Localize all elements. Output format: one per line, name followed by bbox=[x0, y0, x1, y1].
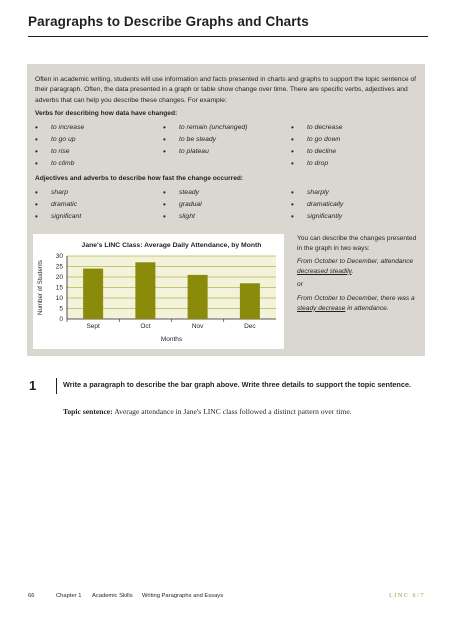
bullet: • bbox=[163, 188, 166, 197]
bar bbox=[83, 269, 103, 319]
y-axis-label: Number of Students bbox=[37, 259, 44, 316]
bullet: • bbox=[163, 212, 166, 221]
bullet: • bbox=[291, 159, 294, 168]
bar bbox=[240, 283, 260, 319]
topic-text: Average attendance in Jane's LINC class followed a distinct pattern over time. bbox=[112, 407, 352, 416]
bullet: • bbox=[35, 200, 38, 209]
y-tick-label: 30 bbox=[55, 253, 63, 261]
verb-word: to decline bbox=[307, 148, 337, 155]
bullet: • bbox=[163, 147, 166, 156]
chart-box bbox=[33, 234, 284, 349]
bullet: • bbox=[291, 147, 294, 156]
footer-brand: LINC 6/7 bbox=[389, 593, 425, 599]
adjective-word: sharply bbox=[307, 189, 329, 196]
example-one bbox=[297, 257, 421, 276]
example-two-end: in attendance. bbox=[345, 304, 389, 312]
verb-word: to be steady bbox=[179, 136, 217, 143]
y-tick-label: 0 bbox=[59, 316, 63, 324]
bullet: • bbox=[291, 123, 294, 132]
y-tick-label: 25 bbox=[55, 263, 63, 271]
verb-word: to drop bbox=[307, 160, 329, 167]
adjective-word: significantly bbox=[307, 213, 343, 220]
exercise-number: 1 bbox=[29, 378, 37, 393]
footer-subsection: Writing Paragraphs and Essays bbox=[142, 593, 224, 599]
adjectives-heading: Adjectives and adverbs to describe how fast the change occurred: bbox=[35, 175, 244, 182]
x-tick-label: Dec bbox=[244, 323, 256, 330]
footer-page-number: 66 bbox=[28, 593, 35, 599]
verb-word: to go down bbox=[307, 136, 341, 143]
example-one-end: . bbox=[351, 267, 354, 275]
bullet: • bbox=[35, 123, 38, 132]
y-tick-label: 10 bbox=[55, 295, 63, 303]
adjective-word: dramatic bbox=[51, 201, 78, 208]
example-two-underlined: steady decrease bbox=[297, 304, 346, 312]
x-tick-label: Oct bbox=[140, 323, 151, 330]
topic-sentence bbox=[63, 407, 433, 416]
y-tick-label: 5 bbox=[59, 305, 63, 313]
adjective-word: slight bbox=[179, 213, 195, 220]
bullet: • bbox=[163, 200, 166, 209]
intro-text: Often in academic writing, students will use information and facts presented in charts and graphs to support the topic sentence of their paragraph. Often, the data presented in a graph or table show change over time. There are specific verbs, adjectives and adverbs that can help you describe these changes. For example: bbox=[35, 76, 417, 104]
verb-word: to decrease bbox=[307, 124, 343, 131]
x-tick-label: Nov bbox=[191, 323, 204, 330]
bullet: • bbox=[35, 188, 38, 197]
side-note bbox=[297, 234, 421, 317]
bullet: • bbox=[35, 212, 38, 221]
chart-title: Jane's LINC Class: Average Daily Attendance, by Month bbox=[81, 242, 262, 249]
verb-word: to climb bbox=[51, 160, 75, 167]
bullet: • bbox=[291, 135, 294, 144]
adjective-word: sharp bbox=[51, 189, 69, 196]
verb-word: to plateau bbox=[179, 148, 209, 155]
x-tick-label: Sept bbox=[86, 323, 100, 330]
footer-section: Academic Skills bbox=[92, 593, 133, 599]
example-one-underlined: decreased steadily bbox=[297, 267, 352, 275]
adjective-word: significant bbox=[51, 213, 82, 220]
bullet: • bbox=[291, 200, 294, 209]
verbs-heading: Verbs for describing how data have changed: bbox=[35, 110, 178, 117]
bar bbox=[135, 262, 155, 319]
example-two-start: From October to December, there was a bbox=[297, 294, 415, 302]
topic-label: Topic sentence: bbox=[63, 407, 113, 416]
bullet: • bbox=[35, 147, 38, 156]
adjective-word: steady bbox=[179, 189, 200, 196]
y-tick-label: 20 bbox=[55, 274, 63, 282]
verb-word: to increase bbox=[51, 124, 85, 131]
bar bbox=[188, 275, 208, 319]
verb-word: to go up bbox=[51, 136, 76, 143]
page-title: Paragraphs to Describe Graphs and Charts bbox=[28, 14, 309, 29]
adjective-word: dramatically bbox=[307, 201, 344, 208]
or-text: or bbox=[297, 281, 303, 289]
x-axis-label: Months bbox=[160, 336, 183, 343]
bar-chart bbox=[33, 234, 284, 349]
example-two bbox=[297, 294, 421, 313]
y-tick-label: 15 bbox=[55, 284, 63, 292]
verb-word: to rise bbox=[51, 148, 70, 155]
title-rule bbox=[28, 36, 428, 37]
exercise-instruction: Write a paragraph to describe the bar graph above. Write three details to support the topic sentence. bbox=[63, 380, 412, 389]
side-note-lead: You can describe the changes presented in the graph in two ways: bbox=[297, 235, 417, 252]
exercise-divider bbox=[56, 378, 57, 394]
info-panel bbox=[27, 64, 425, 356]
example-one-start: From October to December, attendance bbox=[297, 258, 414, 266]
bullet: • bbox=[291, 188, 294, 197]
bullet: • bbox=[291, 212, 294, 221]
footer-chapter: Chapter 1 bbox=[56, 593, 82, 599]
bullet: • bbox=[163, 135, 166, 144]
verb-word: to remain (unchanged) bbox=[179, 124, 248, 131]
bullet: • bbox=[163, 123, 166, 132]
adjective-word: gradual bbox=[179, 201, 202, 208]
bullet: • bbox=[35, 135, 38, 144]
bullet: • bbox=[35, 159, 38, 168]
